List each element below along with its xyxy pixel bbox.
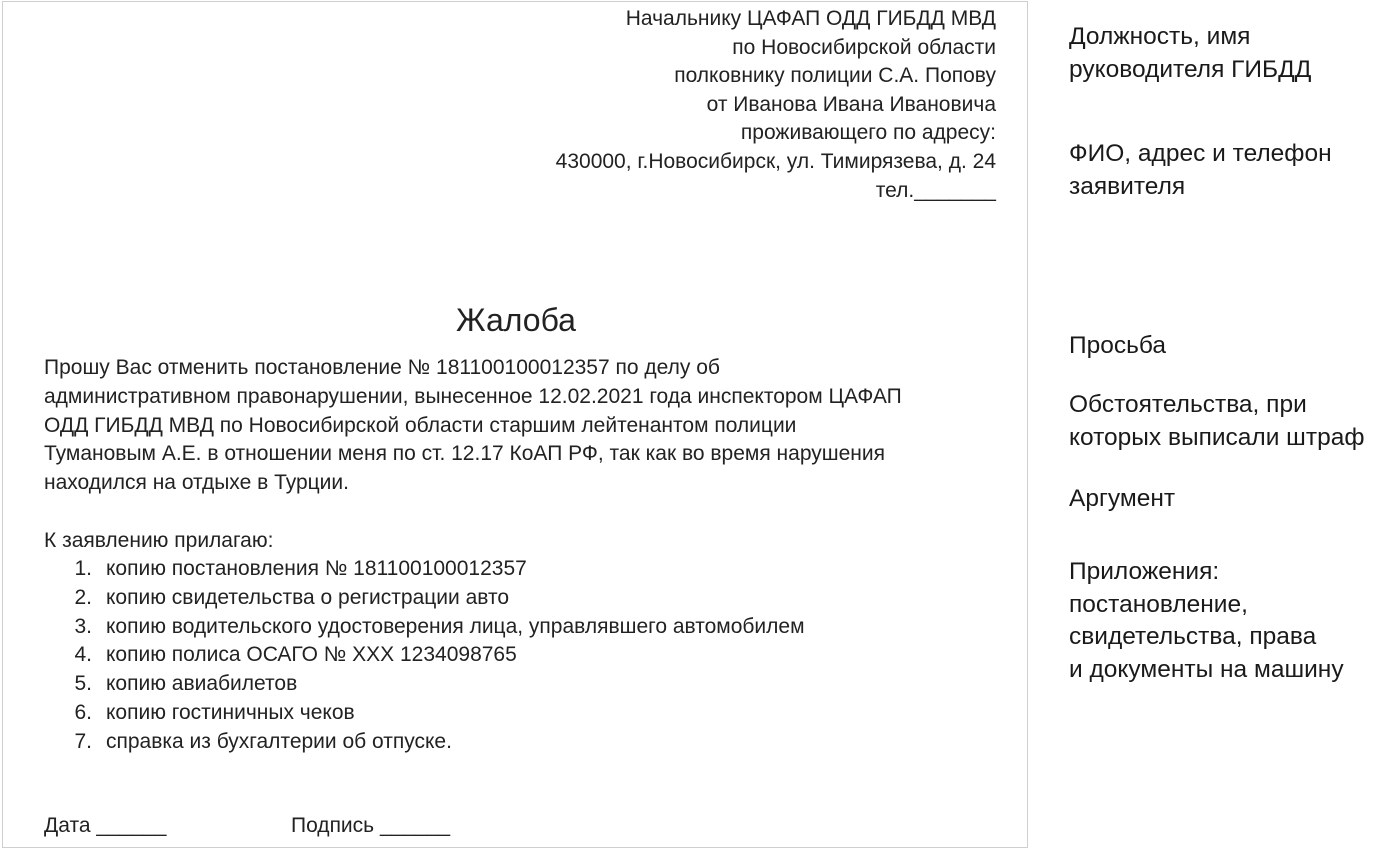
list-item-number: 4. — [74, 643, 92, 667]
list-item-text: копию постановления № 181100100012357 — [106, 557, 527, 580]
annotation-line: Обстоятельства, при — [1069, 391, 1307, 418]
list-item-number: 6. — [74, 700, 92, 724]
list-item-text: копию авиабилетов — [106, 672, 298, 696]
annotation-request — [1069, 330, 1166, 363]
list-item-text: копию свидетельства о регистрации авто — [106, 585, 510, 609]
annotation-line: Аргумент — [1069, 485, 1176, 512]
annotation-applicant — [1069, 138, 1332, 203]
annotation-argument — [1069, 483, 1175, 516]
list-item — [44, 670, 805, 699]
header-line: 430000, г.Новосибирск, ул. Тимирязева, д. 24 — [555, 149, 996, 173]
attachments-list — [44, 555, 805, 757]
annotation-recipient — [1069, 21, 1311, 86]
list-item — [44, 584, 805, 613]
annotation-line: Просьба — [1069, 332, 1166, 359]
complaint-body — [44, 354, 1014, 498]
header-line: проживающего по адресу: — [740, 121, 996, 145]
header-line: тел._______ — [875, 178, 996, 202]
list-item-number: 7. — [74, 729, 92, 753]
list-item — [44, 555, 805, 584]
list-item-text: справка из бухгалтерии об отпуске. — [106, 729, 452, 753]
body-line: административном правонарушении, вынесенное 12.02.2021 года инспектором ЦАФАП — [44, 384, 902, 408]
list-item-number: 3. — [74, 614, 92, 638]
body-line: Тумановым А.Е. в отношении меня по ст. 12.17 КоАП РФ, так как во время нарушения — [44, 442, 886, 466]
list-item-text: копию водительского удостоверения лица, управлявшего автомобилем — [106, 614, 805, 638]
recipient-header — [556, 5, 996, 205]
annotation-line: ФИО, адрес и телефон — [1069, 140, 1332, 167]
list-item — [44, 699, 805, 728]
body-line: находился на отдыхе в Турции. — [44, 471, 349, 495]
list-item-number: 5. — [74, 672, 92, 696]
body-line: ОДД ГИБДД МВД по Новосибирской области старшим лейтенантом полиции — [44, 413, 797, 437]
list-item — [44, 728, 805, 757]
annotation-line: руководителя ГИБДД — [1069, 55, 1312, 83]
header-line: полковнику полиции С.А. Попову — [674, 64, 996, 88]
header-line: от Иванова Ивана Ивановича — [706, 92, 996, 116]
annotation-line: Должность, имя — [1069, 23, 1251, 50]
annotation-attachments — [1069, 556, 1344, 686]
complaint-document — [2, 1, 1028, 848]
list-item-text: копию гостиничных чеков — [106, 700, 355, 724]
annotation-circumstances — [1069, 389, 1364, 454]
list-item — [44, 613, 805, 642]
annotation-line: которых выписали штраф — [1069, 423, 1365, 451]
header-line: по Новосибирской области — [732, 35, 996, 59]
signature-field: Подпись ______ — [291, 814, 451, 837]
annotations-panel — [1069, 0, 1400, 852]
annotation-line: заявителя — [1069, 172, 1186, 200]
document-title: Жалоба — [456, 302, 576, 338]
annotation-line: Приложения: — [1069, 558, 1220, 585]
list-item-text: копию полиса ОСАГО № ХХХ 1234098765 — [106, 643, 517, 667]
annotation-line: свидетельства, права — [1069, 623, 1317, 650]
date-field: Дата ______ — [44, 814, 167, 837]
list-item-number: 2. — [74, 585, 92, 609]
annotation-line: и документы на машину — [1069, 655, 1344, 683]
body-line: Прошу Вас отменить постановление № 181100100012357 по делу об — [44, 356, 720, 379]
annotation-line: постановление, — [1069, 590, 1248, 618]
list-item-number: 1. — [74, 557, 92, 580]
list-item — [44, 641, 805, 670]
attachments-intro: К заявлению прилагаю: — [44, 529, 274, 552]
header-line: Начальнику ЦАФАП ОДД ГИБДД МВД — [625, 7, 996, 30]
